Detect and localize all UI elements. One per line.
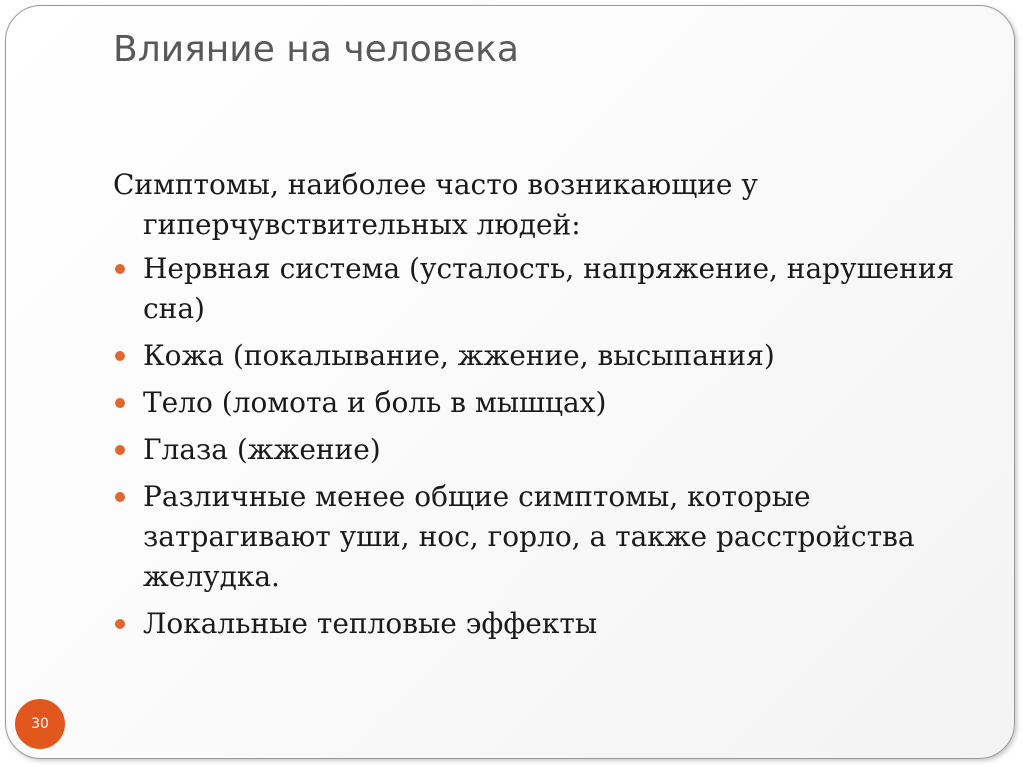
- list-item: [113, 249, 993, 329]
- list-item: [113, 383, 993, 423]
- slide-content: [113, 165, 993, 651]
- symptom-list: [113, 249, 993, 644]
- page-number-badge: 30: [15, 699, 65, 749]
- list-item-text: Нервная система (усталость, напряжение, нарушения сна): [143, 252, 955, 325]
- list-item: [113, 477, 993, 597]
- bullet-icon: [115, 445, 125, 455]
- list-item-text: Различные менее общие симптомы, которые затрагивают уши, нос, горло, а также расстройства желудка.: [143, 480, 915, 593]
- intro-text: Симптомы, наиболее часто возникающие у гиперчувствительных людей:: [113, 168, 758, 241]
- slide-title: Влияние на человека: [113, 29, 519, 70]
- list-item-text: Кожа (покалывание, жжение, высыпания): [143, 339, 775, 372]
- bullet-icon: [115, 398, 125, 408]
- list-item-text: Тело (ломота и боль в мышцах): [143, 386, 607, 419]
- list-item: [113, 336, 993, 376]
- bullet-icon: [115, 619, 125, 629]
- list-item: [113, 430, 993, 470]
- bullet-icon: [115, 492, 125, 502]
- bullet-icon: [115, 351, 125, 361]
- list-item: [113, 604, 993, 644]
- list-item-text: Локальные тепловые эффекты: [143, 607, 598, 640]
- bullet-icon: [115, 264, 125, 274]
- list-item-text: Глаза (жжение): [143, 433, 381, 466]
